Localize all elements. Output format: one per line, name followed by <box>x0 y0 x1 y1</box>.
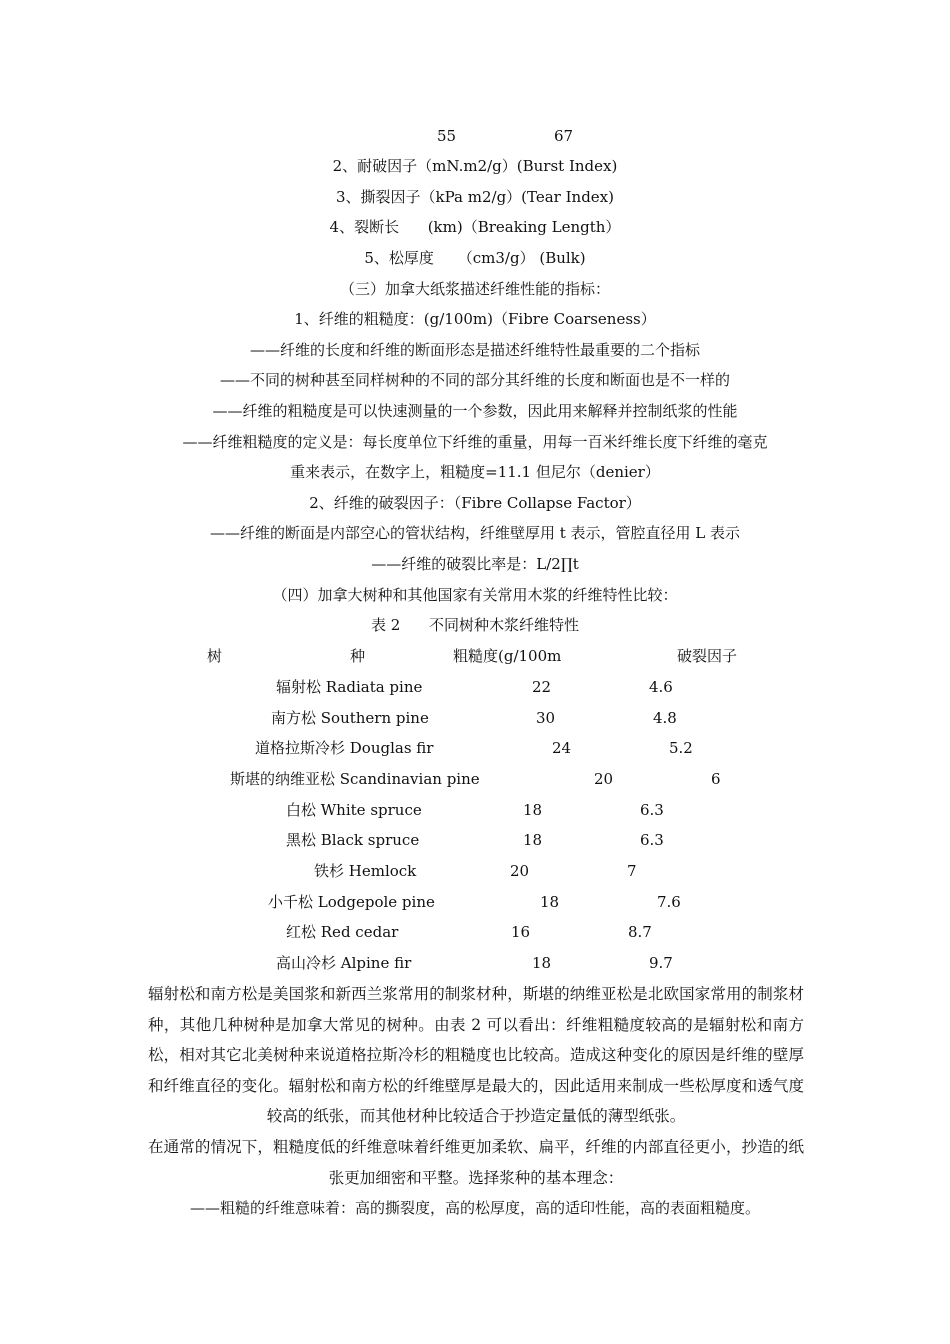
table-row-species: 红松 Red cedar <box>286 923 399 941</box>
table-row-collapse: 6.3 <box>640 801 664 819</box>
top-number-right: 67 <box>554 127 574 145</box>
table-row-collapse: 6.3 <box>640 831 664 849</box>
table-row-collapse: 8.7 <box>628 923 652 941</box>
note-1-1: ——纤维的长度和纤维的断面形态是描述纤维特性最重要的二个指标 <box>249 341 700 359</box>
table-caption: 表 2 不同树种木浆纤维特性 <box>371 616 579 634</box>
section3-item2: 2、纤维的破裂因子：（Fibre Collapse Factor） <box>309 494 641 512</box>
table-row-coarseness: 18 <box>523 801 543 819</box>
table-row-coarseness: 18 <box>532 954 552 972</box>
table-header-collapse: 破裂因子 <box>677 647 738 665</box>
table-row-collapse: 9.7 <box>649 954 673 972</box>
table-row-species: 辐射松 Radiata pine <box>276 678 423 696</box>
note-2-1: ——纤维的断面是内部空心的管状结构，纤维壁厚用 t 表示，管腔直径用 L 表示 <box>209 524 741 542</box>
note-1-4: ——纤维粗糙度的定义是：每长度单位下纤维的重量，用每一百米纤维长度下纤维的毫克 <box>182 433 768 451</box>
table-row-species: 黑松 Black spruce <box>286 831 420 849</box>
item-tear-index: 3、撕裂因子（kPa m2/g）(Tear Index) <box>335 188 614 206</box>
table-row-coarseness: 22 <box>532 678 552 696</box>
table-row-species: 南方松 Southern pine <box>271 709 429 727</box>
table-row-collapse: 4.6 <box>649 678 673 696</box>
closing-note: ——粗糙的纤维意味着：高的撕裂度，高的松厚度，高的适印性能，高的表面粗糙度。 <box>189 1199 760 1217</box>
table-row-coarseness: 24 <box>552 739 572 757</box>
table-header-species-2: 种 <box>350 647 366 665</box>
item-breaking-length: 4、裂断长 (km)（Breaking Length） <box>329 218 621 236</box>
section3-item1: 1、纤维的粗糙度：(g/100m)（Fibre Coarseness） <box>294 310 656 328</box>
table-row-species: 斯堪的纳维亚松 Scandinavian pine <box>230 770 480 788</box>
section3-heading: （三）加拿大纸浆描述纤维性能的指标： <box>339 280 610 298</box>
section4-heading: （四）加拿大树种和其他国家有关常用木浆的纤维特性比较： <box>272 586 678 604</box>
table-row-collapse: 5.2 <box>669 739 693 757</box>
note-1-5: 重来表示，在数字上，粗糙度=11.1 但尼尔（denier） <box>290 463 660 481</box>
table-row-collapse: 6 <box>711 770 721 788</box>
item-burst-index: 2、耐破因子（mN.m2/g）(Burst Index) <box>332 157 618 175</box>
table-row-collapse: 4.8 <box>653 709 677 727</box>
top-number-left: 55 <box>437 127 457 145</box>
table-row-coarseness: 30 <box>536 709 556 727</box>
table-row-coarseness: 20 <box>594 770 614 788</box>
table-row-species: 道格拉斯冷杉 Douglas fir <box>255 739 434 757</box>
table-row-coarseness: 18 <box>540 893 560 911</box>
item-bulk: 5、松厚度 （cm3/g） (Bulk) <box>364 249 586 267</box>
table-row-coarseness: 20 <box>510 862 530 880</box>
table-row-species: 铁杉 Hemlock <box>314 862 417 880</box>
table-row-collapse: 7 <box>627 862 637 880</box>
table-header-species-1: 树 <box>207 647 223 665</box>
table-row-collapse: 7.6 <box>657 893 681 911</box>
table-row-coarseness: 16 <box>511 923 531 941</box>
table-row-species: 白松 White spruce <box>286 801 422 819</box>
table-row-coarseness: 18 <box>523 831 543 849</box>
note-2-2: ——纤维的破裂比率是：L/2∏t <box>371 555 579 573</box>
note-1-3: ——纤维的粗糙度是可以快速测量的一个参数，因此用来解释并控制纸浆的性能 <box>212 402 738 420</box>
table-row-species: 高山冷杉 Alpine fir <box>276 954 412 972</box>
note-1-2: ——不同的树种甚至同样树种的不同的部分其纤维的长度和断面也是不一样的 <box>219 371 730 389</box>
table-row-species: 小千松 Lodgepole pine <box>268 893 435 911</box>
paragraph-coarseness-meaning: 在通常的情况下，粗糙度低的纤维意味着纤维更加柔软、扁平，纤维的内部直径更小，抄造的纸张更加细密和平整。选择浆种的基本理念： <box>148 1138 804 1187</box>
paragraph-species-comparison: 辐射松和南方松是美国浆和新西兰浆常用的制浆材种，斯堪的纳维亚松是北欧国家常用的制浆材种，其他几种树种是加拿大常见的树种。由表 2 可以看出：纤维粗糙度较高的是辐射松和南方松，相对其它北美树种来说道格拉斯冷杉的粗糙度也比较高。造成这种变化的原因是纤维的壁厚和纤维直径的变化。辐射松和南方松的纤维壁厚是最大的，因此适用来制成一些松厚度和透气度较高的纸张，而其他材种比较适合于抄造定量低的薄型纸张。 <box>148 985 804 1126</box>
table-header-coarseness: 粗糙度(g/100m <box>453 647 562 665</box>
